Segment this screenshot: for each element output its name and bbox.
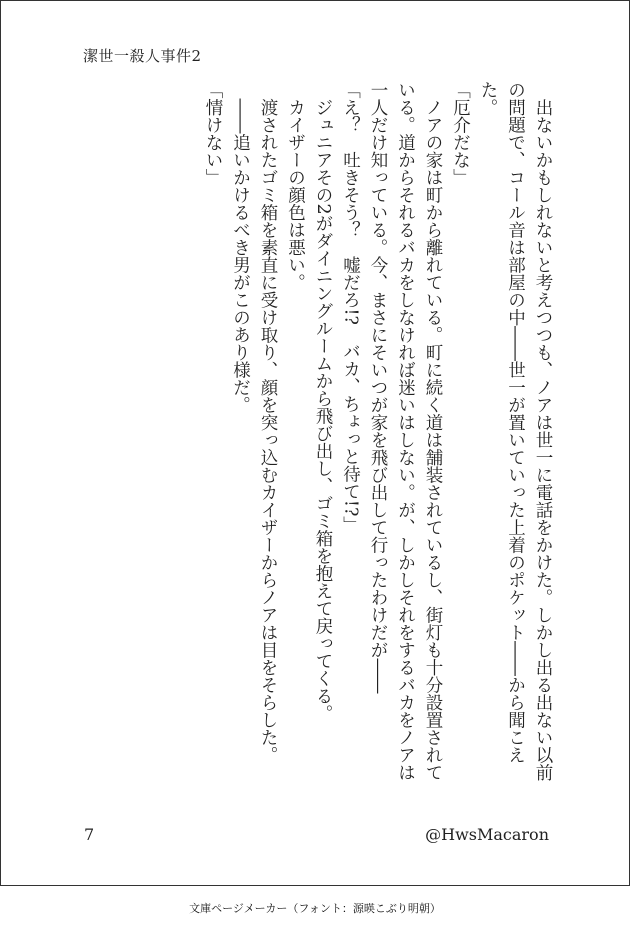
paragraph: 出ないかもしれないと考えつつも、ノアは世一に電話をかけた。しかし出る出ない以前の問題で、コール音は部屋の中――世一が置いていった上着のポケット――から聞こえた。 <box>478 81 553 781</box>
vertical-body-text <box>76 81 556 781</box>
paragraph: ノアの家は町から離れている。町に続く道は舗装されているし、街灯も十分設置されている。道からそれるバカをしなければ迷いはしない。が、しかしそれをするバカをノアは一人だけ知っている。今、まさにそいつが家を飛び出して行ったわけだが―― <box>368 81 443 781</box>
page-number: 7 <box>84 825 95 844</box>
paragraph: 「厄介だな」 <box>450 81 471 186</box>
paragraph: カイザーの顔色は悪い。 <box>285 81 306 291</box>
paragraph: ――追いかけるべき男がこのあり様だ。 <box>230 81 251 414</box>
paragraph: 「え？ 吐きそう？ 嘘だろ!? バカ、ちょっと待て!?」 <box>340 81 361 534</box>
paragraph: 渡されたゴミ箱を素直に受け取り、顔を突っ込むカイザーからノアは目をそらした。 <box>258 81 278 764</box>
author-handle: @HwsMacaron <box>425 825 549 844</box>
paragraph: 「情けない」 <box>203 81 223 186</box>
footer-caption: 文庫ページメーカー（フォント：源暎こぶり明朝） <box>189 902 441 915</box>
paragraph: ジュニアその2がダイニングルームから飛び出し、ゴミ箱を抱えて戻ってくる。 <box>313 81 333 723</box>
running-title: 潔世一殺人事件2 <box>83 47 202 65</box>
